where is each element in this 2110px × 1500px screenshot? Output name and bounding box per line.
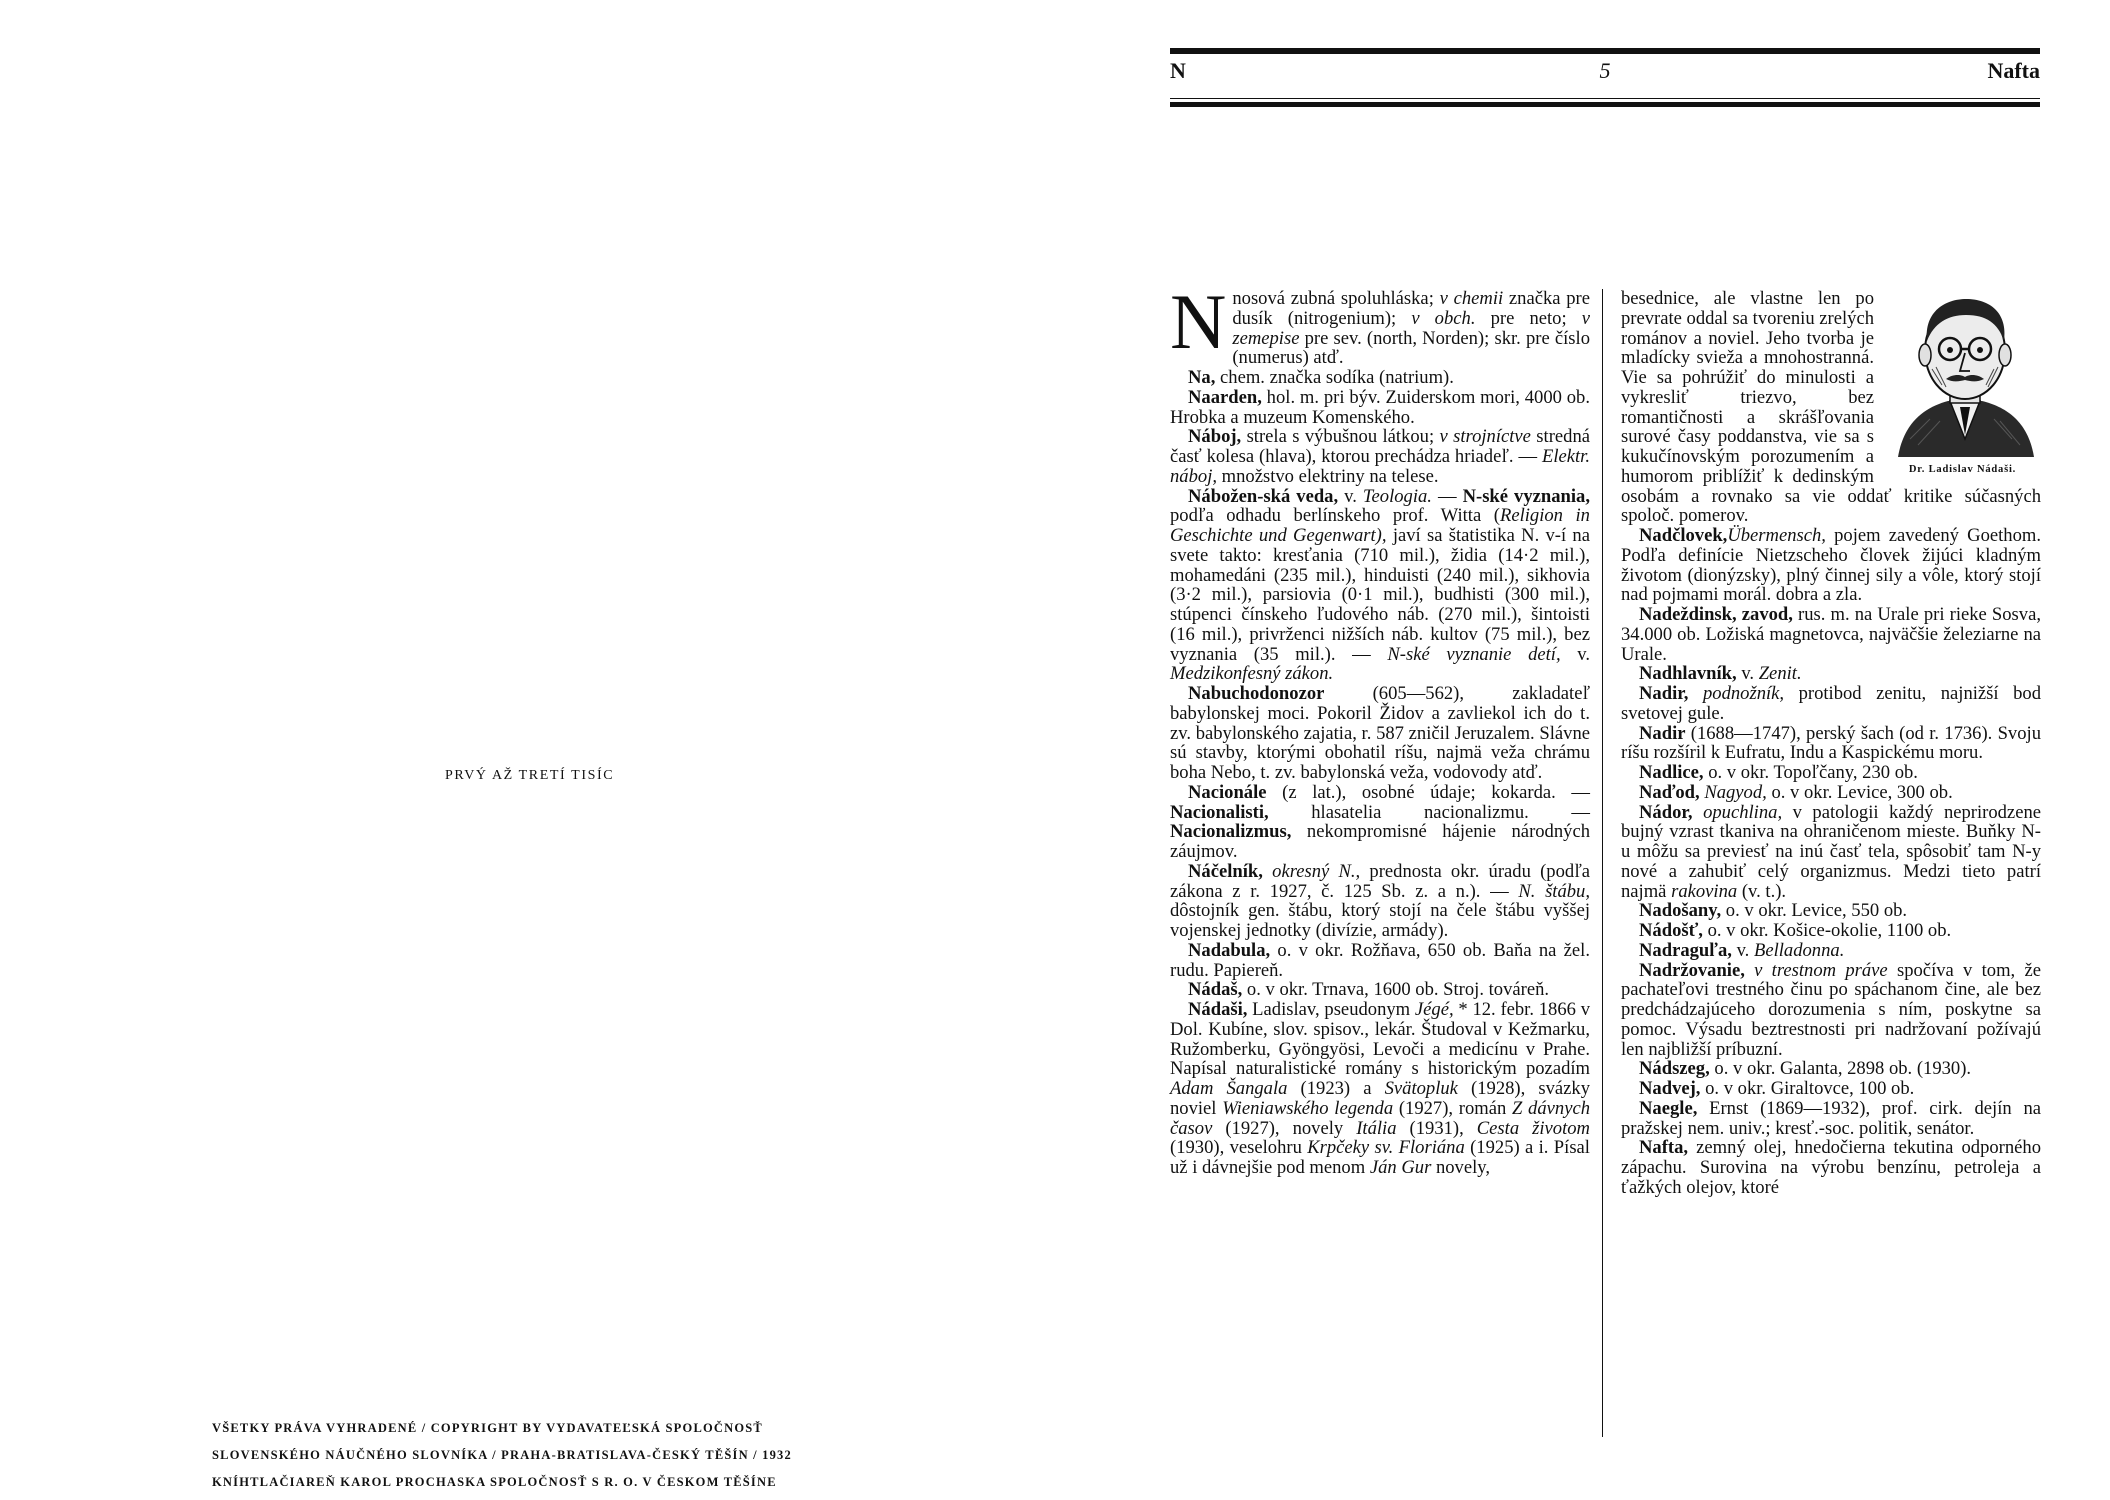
entry-nadabula: Nadabula, o. v okr. Rožňava, 650 ob. Baňa na žel. rudu. Papiereň. [1170, 939, 1590, 981]
entry-nadosany: Nadošany, o. v okr. Levice, 550 ob. [1639, 900, 1908, 922]
portrait-figure [1880, 289, 2045, 480]
entry-na: Na, chem. značka sodíka (natrium). [1188, 367, 1454, 388]
entry-nacionale: Nacionále (z lat.), osobné údaje; kokarda. — Nacionalisti, hlasatelia nacionalizmu. — Nacionalizmus, nekompromisné hájenie národných záujmov. [1170, 781, 1590, 862]
entry-nadir-sach: Nadir (1688—1747), perský šach (od r. 1736). Svoju ríšu rozšíril k Eufratu, Indu a Kaspickému moru. [1621, 722, 2041, 764]
portrait-caption: Dr. Ladislav Nádaši. [1908, 464, 2017, 475]
running-head-last-entry: Nafta [1987, 58, 2040, 83]
running-head-letter: N [1170, 58, 1186, 83]
entry-nadir-bod: Nadir, podnožník, protibod zenitu, najnižší bod svetovej gule. [1621, 683, 2041, 724]
portrait-illustration [1890, 289, 2040, 457]
page-number: 5 [1599, 58, 1611, 83]
entry-nadasi: Nádaši, Ladislav, pseudonym Jégé, * 12. febr. 1866 v Dol. Kubíne, slov. spisov., lekár. Študoval v Kežmarku, Ružomberku, Gyöngyösi, Levoči a medicínu v Prahe. Napísal naturalistické romány s historickým pozadím Adam Šangala (1923) a Svätopluk (1928), svázky noviel Wieniawského legenda (1927), román Z dávnych časov (1927), novely Itália (1931), Cesta životom (1930), veselohru Krpčeky sv. Floriána (1925) a i. Písal už i dávnejšie pod menom Ján Gur novely, [1170, 999, 1590, 1178]
entry-nadod: Naďod, Nagyod, o. v okr. Levice, 300 ob. [1639, 781, 1953, 803]
entry-nadszeg: Nádszeg, o. v okr. Galanta, 2898 ob. (1930). [1639, 1058, 1972, 1080]
entry-naarden: Naarden, hol. m. pri býv. Zuiderskom mori, 4000 ob. Hrobka a muzeum Komenského. [1170, 386, 1590, 428]
column-rule [1602, 289, 1603, 1437]
copyright-line: SLOVENSKÉHO NÁUČNÉHO SLOVNÍKA / PRAHA-BRATISLAVA-ČESKÝ TĚŠÍN / 1932 [212, 1448, 792, 1462]
drop-cap: N [1170, 278, 1227, 365]
entry-nabuchodonozor: Nabuchodonozor (605—562), zakladateľ babylonskej moci. Pokoril Židov a zavliekol ich do t. zv. babylonského zajatia, r. 587 zničil Jeruzalem. Slávne sú stavby, ktorými obohatil ríšu, najmä veža chrámu boha Nebo, t. zv. babylonská veža, vodovody atď. [1170, 683, 1590, 783]
entry-naboj: Náboj, strela s výbušnou látkou; v strojníctve stredná časť kolesa (hlava), ktorou prechádza hriadeľ. — Elektr. náboj, množstvo elektriny na telese. [1170, 426, 1591, 487]
entry-nacelnik: Náčelník, okresný N., prednosta okr. úradu (podľa zákona z r. 1927, č. 125 Sb. z. a n.). — N. štábu, dôstojník gen. štábu, ktorý stojí na čele štábu vyššej vojenskej jednotky (divízie, armády). [1170, 860, 1591, 941]
entry-nafta: Nafta, zemný olej, hnedočierna tekutina odporného zápachu. Surovina na výrobu benzínu, petroleja a ťažkých olejov, ktoré [1621, 1137, 2041, 1198]
entry-nadas: Nádaš, o. v okr. Trnava, 1600 ob. Stroj. továreň. [1188, 979, 1550, 1001]
entry-nadezdinsk: Nadeždinsk, zavod, rus. m. na Urale pri rieke Sosva, 34.000 ob. Ložiská magnetovca, najväčšie železiarne na Urale. [1621, 604, 2041, 665]
copyright-line: KNÍHTLAČIAREŇ KAROL PROCHASKA SPOLOČNOSŤ S R. O. V ČESKOM TĚŠÍNE [212, 1475, 777, 1489]
entry-nadrzovanie: Nadržovanie, v trestnom práve spočíva v tom, že pachateľovi trestného činu po spáchanom čine, ale bez predchádzajúceho dorozumenia s ním, poskytne sa pomoc. Výsadu beztrestnosti pri nadržovaní požívajú len najbližší príbuzní. [1621, 959, 2041, 1060]
entry-nadlice: Nadlice, o. v okr. Topoľčany, 230 ob. [1639, 762, 1918, 783]
entry-nador: Nádor, opuchlina, v patologii každý neprirodzene bujný vzrast tkaniva na ohraničenom mieste. Buňky N-u môžu sa previesť na inú časť tela, spôsobiť tam N-y nové a zahubiť celý organizmus. Medzi tieto patrí najmä rakovina (v. t.). [1621, 801, 2041, 902]
right-page [1105, 0, 2110, 1500]
entry-nadost: Nádošť, o. v okr. Košice-okolie, 1100 ob. [1639, 920, 1952, 941]
entry-nadasi-continued: Dr. Ladislav Nádaši. besednice, ale vlastne len po prevrate oddal sa tvoreniu zrelých románov a noviel. Jeho tvorba je mladícky svieža a mnohostranná. Vie sa pohrúžiť do minulosti a vykresliť triezvo, bez romantičnosti a skrášľovania surové časy poddanstva, vie sa s kukučínovským porozumením a humorom priblížiť k dedinským osobám a rovnako sa vie oddať kritike súčasných spoloč. pomerov. [1621, 289, 2041, 526]
copyright-block [212, 1415, 972, 1496]
entry-naegle: Naegle, Ernst (1869—1932), prof. cirk. dejín na pražskej nem. univ.; kresť.-soc. politik, senátor. [1621, 1097, 2041, 1139]
half-title: PRVÝ AŽ TRETÍ TISÍC [445, 768, 615, 783]
copyright-line: VŠETKY PRÁVA VYHRADENÉ / COPYRIGHT BY VYDAVATEĽSKÁ SPOLOČNOSŤ [212, 1421, 763, 1435]
entry-nadhlavnik: Nadhlavník, v. Zenit. [1639, 663, 1802, 685]
running-head [1170, 48, 2040, 107]
entry-nadragula: Nadraguľa, v. Belladonna. [1639, 939, 1845, 961]
text-column-right [1621, 289, 2041, 1198]
entry-nadclovek: Nadčlovek,Übermensch, pojem zavedený Goethom. Podľa definície Nietzscheho človek žijúci kladným životom (dionýzsky), plný činnej sily a vôle, ktorý stojí nad pojmami morál. dobra a zla. [1621, 525, 2041, 606]
entry-nabozenska-veda: Nábožen-ská veda, v. Teologia. — N-ské vyznania, podľa odhadu berlínskeho prof. Witta (Religion in Geschichte und Gegenwart), javí sa štatistika N. v-í na svete takto: kresťania (710 mil.), židia (14·2 mil.), mohamedáni (235 mil.), hinduisti (240 mil.), sikhovia (3·2 mil.), parsiovia (0·1 mil.), budhisti (300 mil.), stúpenci čínskeho ľudového náb. (270 mil.), šintoisti (16 mil.), privrženci nižších náb. kultov (75 mil.), bez vyznania (35 mil.). — N-ské vyznanie detí, v. Medzikonfesný zákon. [1170, 485, 1590, 685]
entry-nadvej: Nadvej, o. v okr. Giraltovce, 100 ob. [1639, 1078, 1915, 1099]
text-column-left [1170, 278, 1591, 1178]
entry-n: Nnosová zubná spoluhláska; v chemii značka pre dusík (nitrogenium); v obch. pre neto; v zemepise pre sev. (north, Norden); skr. pre číslo (numerus) atď. [1170, 278, 1591, 369]
